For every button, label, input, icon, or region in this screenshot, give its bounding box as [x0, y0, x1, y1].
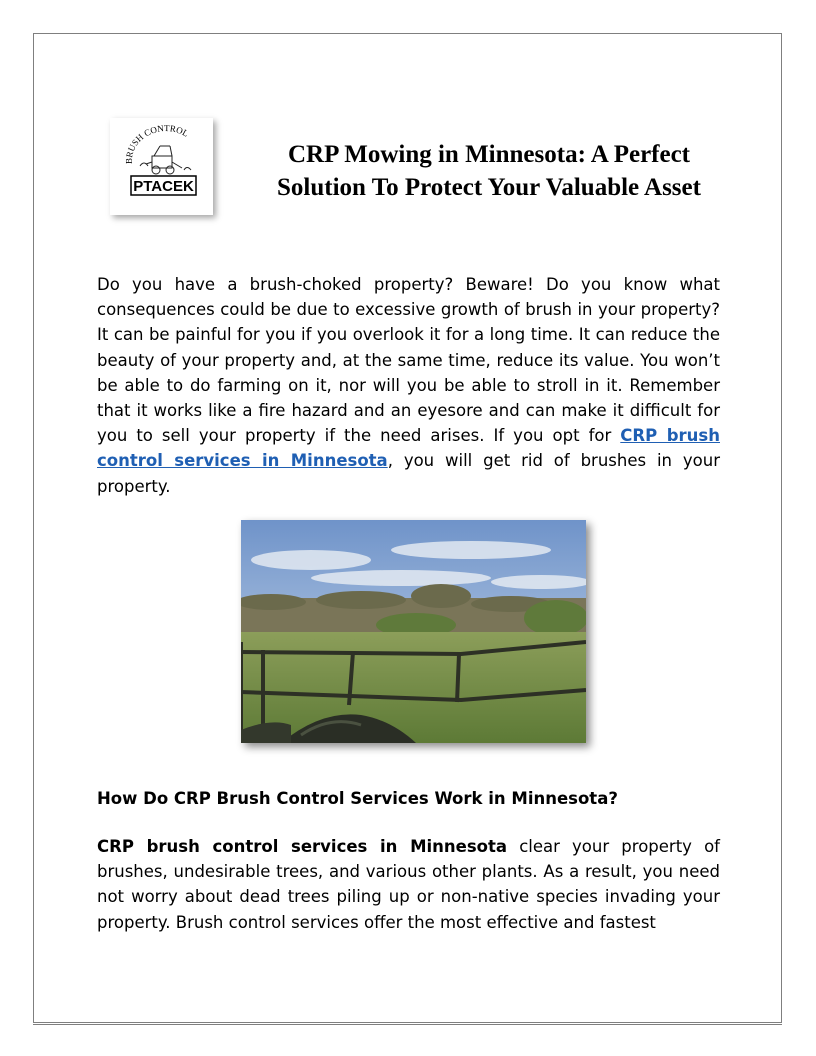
intro-paragraph	[97, 272, 720, 499]
machine-sketch	[140, 146, 191, 174]
logo-name: PTACEK	[133, 178, 194, 195]
logo-arc-text: BRUSH CONTROL	[123, 123, 191, 165]
section-bold-lead: CRP brush control services in Minnesota	[97, 837, 508, 856]
section-paragraph	[97, 834, 720, 935]
field-photo	[241, 520, 586, 743]
ptacek-logo	[110, 118, 213, 215]
crp-services-link[interactable]: CRP brush control services in Minnesota	[97, 426, 720, 471]
section-heading: How Do CRP Brush Control Services Work in Minnesota?	[97, 789, 618, 808]
intro-text-before-link: Do you have a brush-choked property? Beware! Do you know what consequences could be due to excessive growth of brush in your property? It can be painful for you if you overlook it for a long time. It can reduce the beauty of your property and, at the same time, reduce its value. You won’t be able to do farming on it, nor will you be able to stroll in it. Remember that it works like a fire hazard and an eyesore and can make it difficult for you to sell your property if the need arises. If you opt for	[97, 275, 720, 446]
intro-text-after-link: , you will get rid of brushes in your property.	[97, 451, 720, 496]
page-border-bottom	[33, 1022, 782, 1025]
page-title: CRP Mowing in Minnesota: A Perfect Solution To Protect Your Valuable Asset	[277, 141, 701, 201]
section-text: clear your property of brushes, undesirable trees, and various other plants. As a result, you need not worry about dead trees piling up or non-native species invading your property. Brush control services offer the most effective and fastest	[97, 837, 720, 932]
